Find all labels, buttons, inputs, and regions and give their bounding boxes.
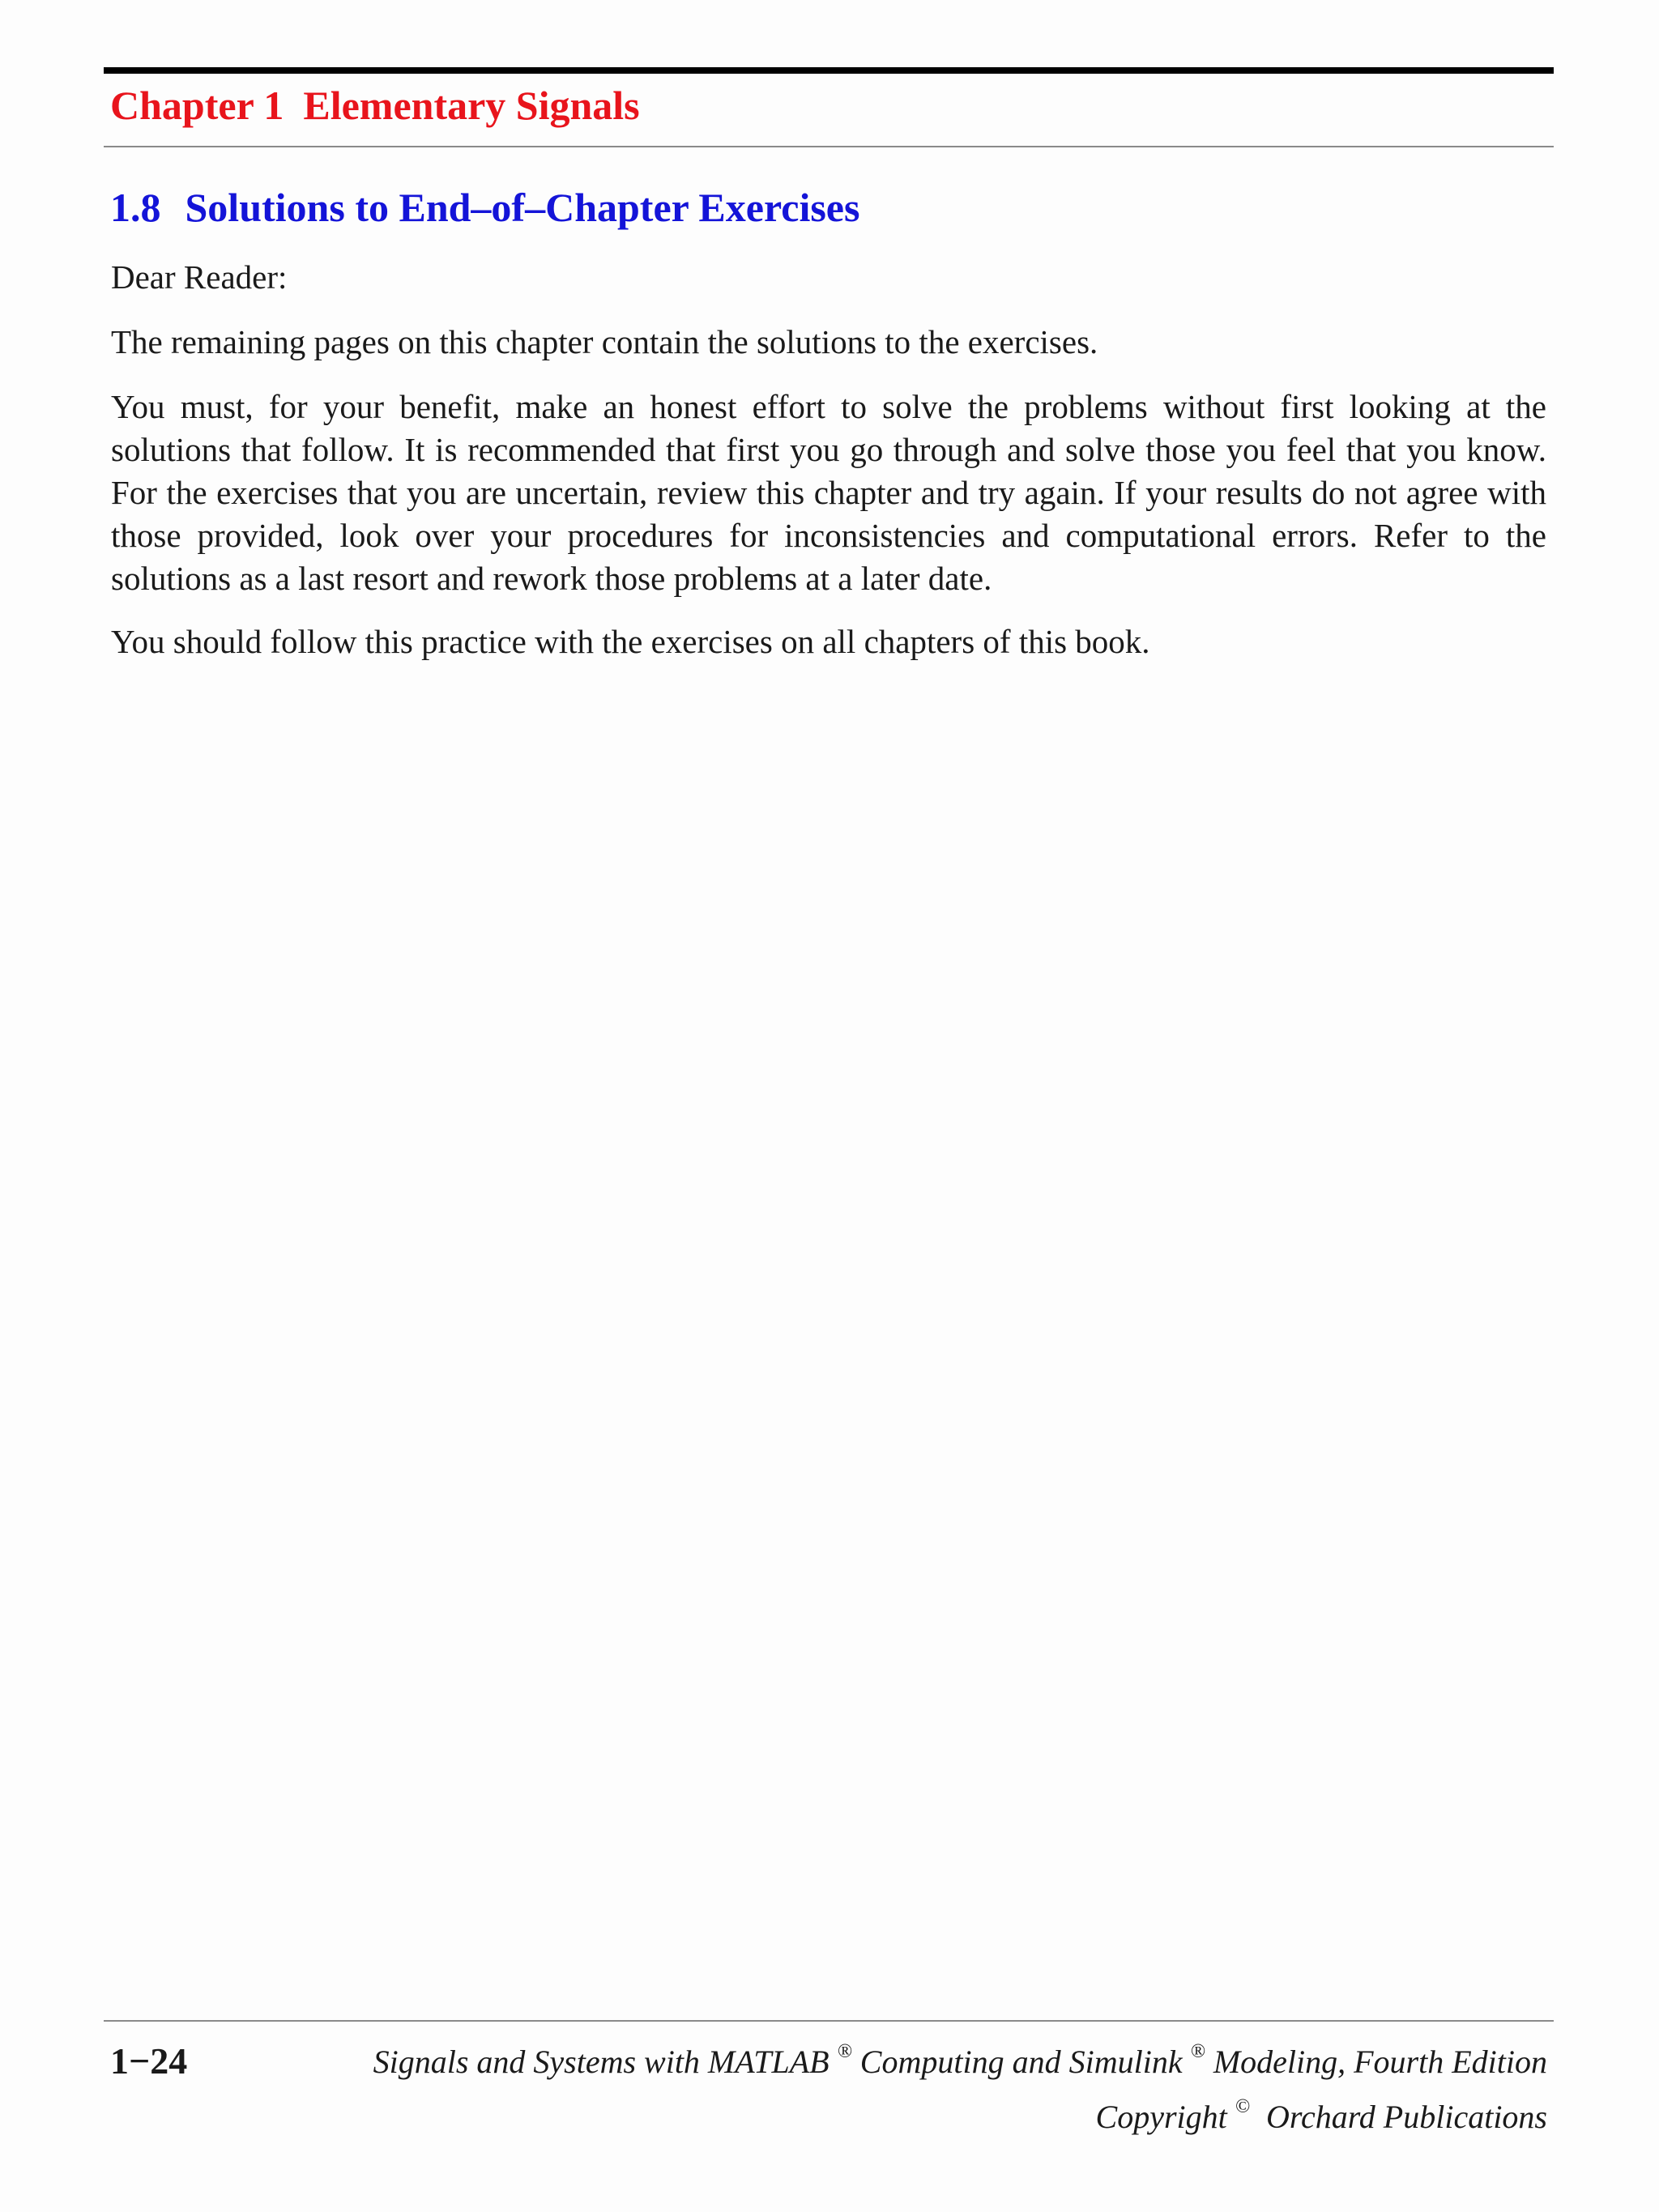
section-heading	[110, 181, 859, 233]
book-title	[373, 2041, 1547, 2083]
chapter-heading	[110, 79, 640, 131]
greeting-paragraph: Dear Reader:	[111, 258, 288, 296]
header-top-rule	[104, 67, 1554, 74]
advice-paragraph: You must, for your benefit, make an honest effort to solve the problems without first looking at the solutions that follow. It is recommended that first you go through and solve those you feel that you know. For the exercises that you are uncertain, review this chapter and try again. If your results do not agree with those provided, look over your procedures for inconsistencies and computational errors. Refer to the solutions as a last resort and rework those problems at a later date.	[111, 388, 1546, 597]
copyright-mark: ©	[1235, 2095, 1250, 2117]
page-number: 1−24	[110, 2040, 188, 2082]
book-title-part2: Computing and Simulink	[851, 2044, 1191, 2080]
copyright-line	[1096, 2096, 1547, 2138]
practice-paragraph: You should follow this practice with the exercises on all chapters of this book.	[111, 623, 1150, 660]
chapter-number: Chapter 1	[110, 83, 284, 128]
section-number: 1.8	[110, 185, 161, 230]
header-divider	[104, 146, 1554, 147]
book-title-part3: Modeling, Fourth Edition	[1205, 2044, 1547, 2080]
section-title: Solutions to End–of–Chapter Exercises	[185, 185, 860, 230]
book-title-part1: Signals and Systems with MATLAB	[373, 2044, 838, 2080]
publisher-name: Orchard Publications	[1249, 2099, 1547, 2135]
registered-mark: ®	[837, 2040, 852, 2062]
registered-mark: ®	[1190, 2040, 1205, 2062]
footer-divider	[104, 2020, 1554, 2022]
copyright-label: Copyright	[1095, 2099, 1235, 2135]
intro-paragraph: The remaining pages on this chapter contain the solutions to the exercises.	[111, 323, 1098, 360]
chapter-title: Elementary Signals	[303, 83, 640, 128]
